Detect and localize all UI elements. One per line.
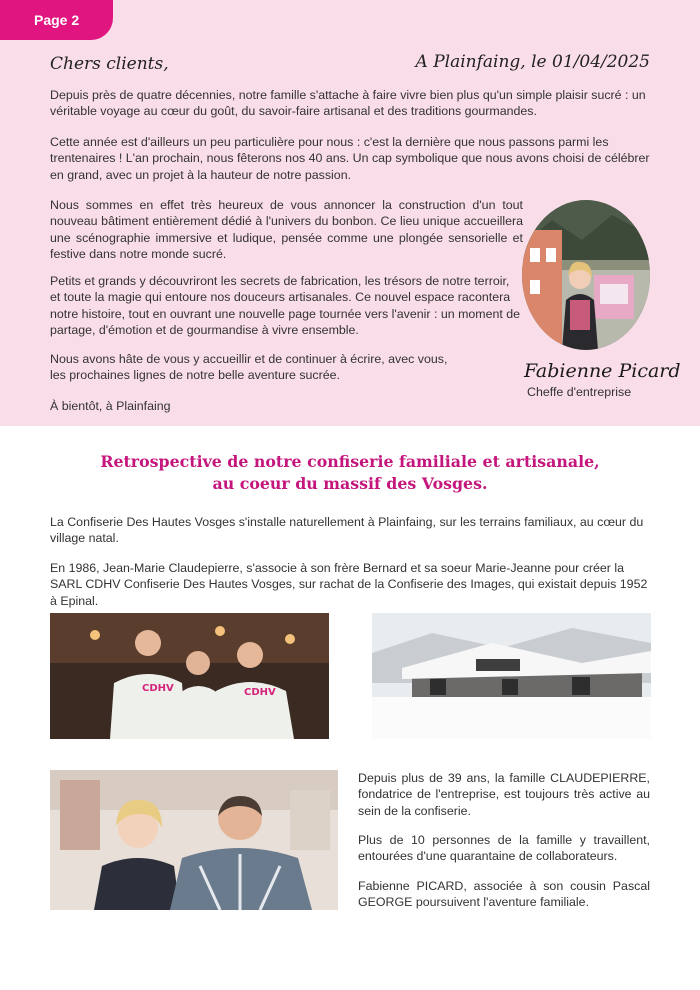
letter-paragraph-3: Nous sommes en effet très heureux de vous annoncer la construction d'un tout nouveau bâtiment entièrement dédié à l'univers du bonbon. Ce lieu unique accueillera une scénographie immersive et ludique, pensée comme une plongée sensorielle et festive dans notre monde sucré.: [50, 198, 523, 261]
retro-paragraph-1: La Confiserie Des Hautes Vosges s'installe naturellement à Plainfaing, sur les terrains familiaux, au cœur du village natal.: [50, 515, 644, 546]
partners-photo: [50, 770, 338, 910]
retro-heading-line-2: au coeur du massif des Vosges.: [212, 474, 488, 493]
letter-paragraph-2: Cette année est d'ailleurs un peu particulière pour nous : c'est la dernière que nous passons parmi les trentenaires ! L'an prochain, nous fêterons nos 40 ans. Un cap symbolique que nous avons choisi de célébrer en grand, avec un projet à la hauteur de notre passion.: [50, 135, 650, 182]
side-paragraph-1: Depuis plus de 39 ans, la famille CLAUDEPIERRE, fondatrice de l'entreprise, est toujours très active au sein de la confiserie.: [358, 771, 650, 818]
shirt-logo-2: CDHV: [244, 687, 276, 698]
side-paragraph-3: Fabienne PICARD, associée à son cousin Pascal GEORGE poursuivent l'aventure familiale.: [358, 879, 650, 910]
date-place: A Plainfaing, le 01/04/2025: [415, 52, 650, 72]
founders-photo: [50, 613, 329, 739]
retro-paragraph-2: En 1986, Jean-Marie Claudepierre, s'associe à son frère Bernard et sa soeur Marie-Jeanne pour créer la SARL CDHV Confiserie Des Hautes Vosges, sur rachat de la Confiserie des Images, qui existait depuis 1952 à Epinal.: [50, 561, 648, 608]
side-paragraph-2: Plus de 10 personnes de la famille y travaillent, entourées d'une quarantaine de collaborateurs.: [358, 833, 650, 864]
signature: Fabienne Picard: [524, 360, 681, 382]
factory-snow-photo: [372, 613, 651, 739]
letter-paragraph-6: À bientôt, à Plainfaing: [50, 399, 171, 413]
signature-role: Cheffe d'entreprise: [527, 385, 632, 399]
shirt-logo: CDHV: [142, 683, 174, 694]
page-tab: Page 2: [0, 0, 113, 40]
portrait-photo: [522, 200, 650, 350]
letter-paragraph-5: Nous avons hâte de vous y accueillir et de continuer à écrire, avec vous, les prochaines lignes de notre belle aventure sucrée.: [50, 352, 448, 383]
letter-section: [0, 0, 700, 426]
letter-paragraph-4: Petits et grands y découvriront les secrets de fabrication, les trésors de notre terroir, et toute la magie qui entoure nos douceurs artisanales. Ce nouvel espace racontera notre histoire, tout en ouvrant une nouvelle page tournée vers l'avenir : un moment de partage, d'émotion et de gourmandise à vivre ensemble.: [50, 274, 521, 337]
letter-paragraph-1: Depuis près de quatre décennies, notre famille s'attache à faire vivre bien plus qu'un simple plaisir sucré : un véritable voyage au cœur du goût, du savoir-faire artisanal et des traditions gourmandes.: [50, 88, 646, 119]
salutation: Chers clients,: [50, 54, 169, 74]
retro-heading-line-1: Retrospective de notre confiserie familiale et artisanale,: [100, 452, 600, 471]
